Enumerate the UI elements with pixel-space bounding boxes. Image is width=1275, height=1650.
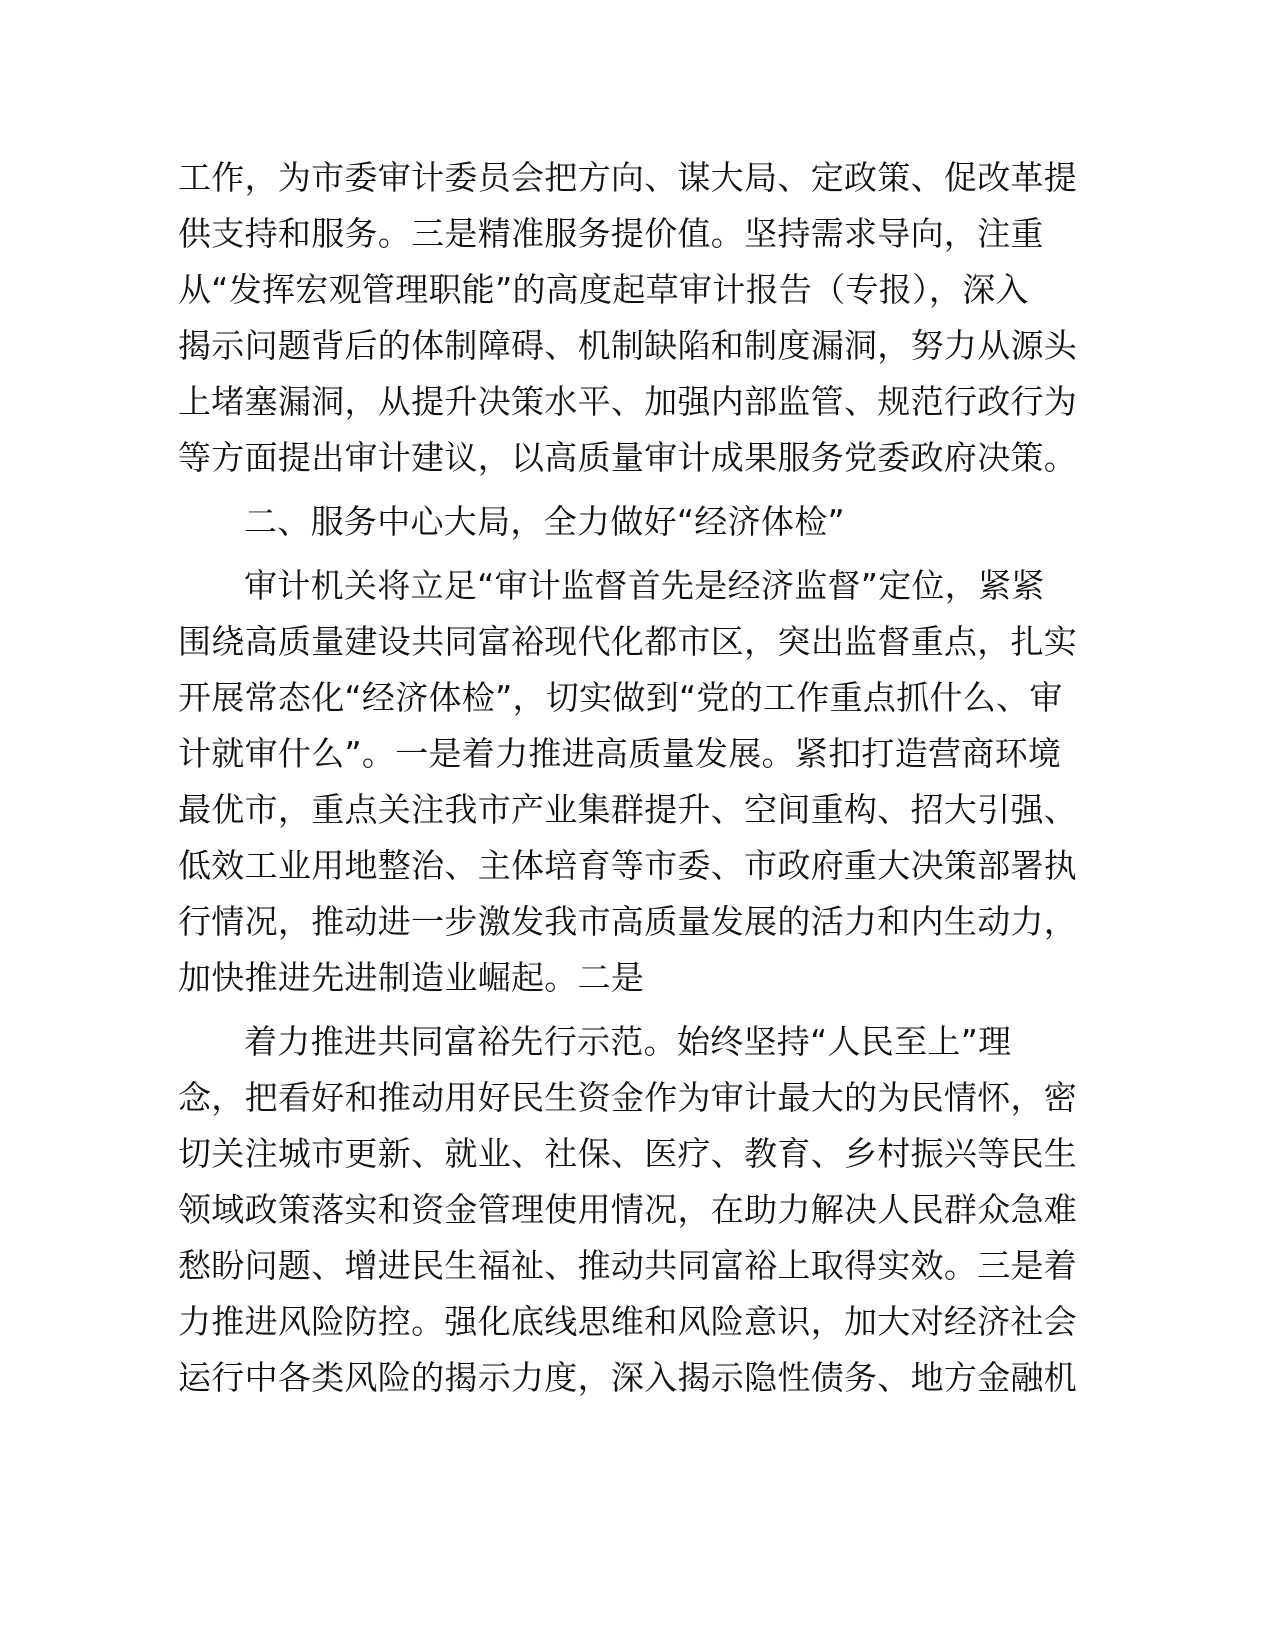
paragraph-common-prosperity xyxy=(178,1014,1078,1406)
paragraph-continuation xyxy=(178,150,1078,486)
paragraph-gap xyxy=(178,1006,1040,1014)
text-line: 工作，为市委审计委员会把方向、谋大局、定政策、促改革提 xyxy=(178,158,1078,197)
text-line: 等方面提出审计建议，以高质量审计成果服务党委政府决策。 xyxy=(178,438,1078,477)
paragraph-economic-checkup xyxy=(178,558,1078,1006)
section-heading xyxy=(178,494,1040,550)
text-line: 围绕高质量建设共同富裕现代化都市区，突出监督重点，扎实 xyxy=(178,622,1078,661)
text-line: 从“发挥宏观管理职能”的高度起草审计报告（专报），深入 xyxy=(178,270,1029,309)
text-line: 领域政策落实和资金管理使用情况，在助力解决人民群众急难 xyxy=(178,1190,1078,1229)
paragraph-gap xyxy=(178,550,1040,558)
text-line: 计就审什么”。一是着力推进高质量发展。紧扣打造营商环境 xyxy=(178,734,1062,773)
text-line: 揭示问题背后的体制障碍、机制缺陷和制度漏洞，努力从源头 xyxy=(178,326,1078,365)
section-heading-text: 二、服务中心大局，全力做好“经济体检” xyxy=(244,502,845,541)
text-line: 运行中各类风险的揭示力度，深入揭示隐性债务、地方金融机 xyxy=(178,1358,1078,1397)
document-body xyxy=(178,150,1078,1406)
text-line: 力推进风险防控。强化底线思维和风险意识，加大对经济社会 xyxy=(178,1302,1078,1341)
paragraph-gap xyxy=(178,486,1040,494)
text-line: 着力推进共同富裕先行示范。始终坚持“人民至上”理 xyxy=(244,1022,1012,1061)
text-line: 低效工业用地整治、主体培育等市委、市政府重大决策部署执 xyxy=(178,846,1078,885)
text-line: 行情况，推动进一步激发我市高质量发展的活力和内生动力， xyxy=(178,902,1078,941)
text-line: 最优市，重点关注我市产业集群提升、空间重构、招大引强、 xyxy=(178,790,1078,829)
text-line: 加快推进先进制造业崛起。二是 xyxy=(178,958,645,997)
text-line: 审计机关将立足“审计监督首先是经济监督”定位，紧紧 xyxy=(244,566,1045,605)
text-line: 上堵塞漏洞，从提升决策水平、加强内部监管、规范行政行为 xyxy=(178,382,1078,421)
text-line: 供支持和服务。三是精准服务提价值。坚持需求导向，注重 xyxy=(178,214,1044,253)
text-line: 愁盼问题、增进民生福祉、推动共同富裕上取得实效。三是着 xyxy=(178,1246,1078,1285)
text-line: 念，把看好和推动用好民生资金作为审计最大的为民情怀，密 xyxy=(178,1078,1078,1117)
text-line: 切关注城市更新、就业、社保、医疗、教育、乡村振兴等民生 xyxy=(178,1134,1078,1173)
text-line: 开展常态化“经济体检”，切实做到“党的工作重点抓什么、审 xyxy=(178,678,1063,717)
